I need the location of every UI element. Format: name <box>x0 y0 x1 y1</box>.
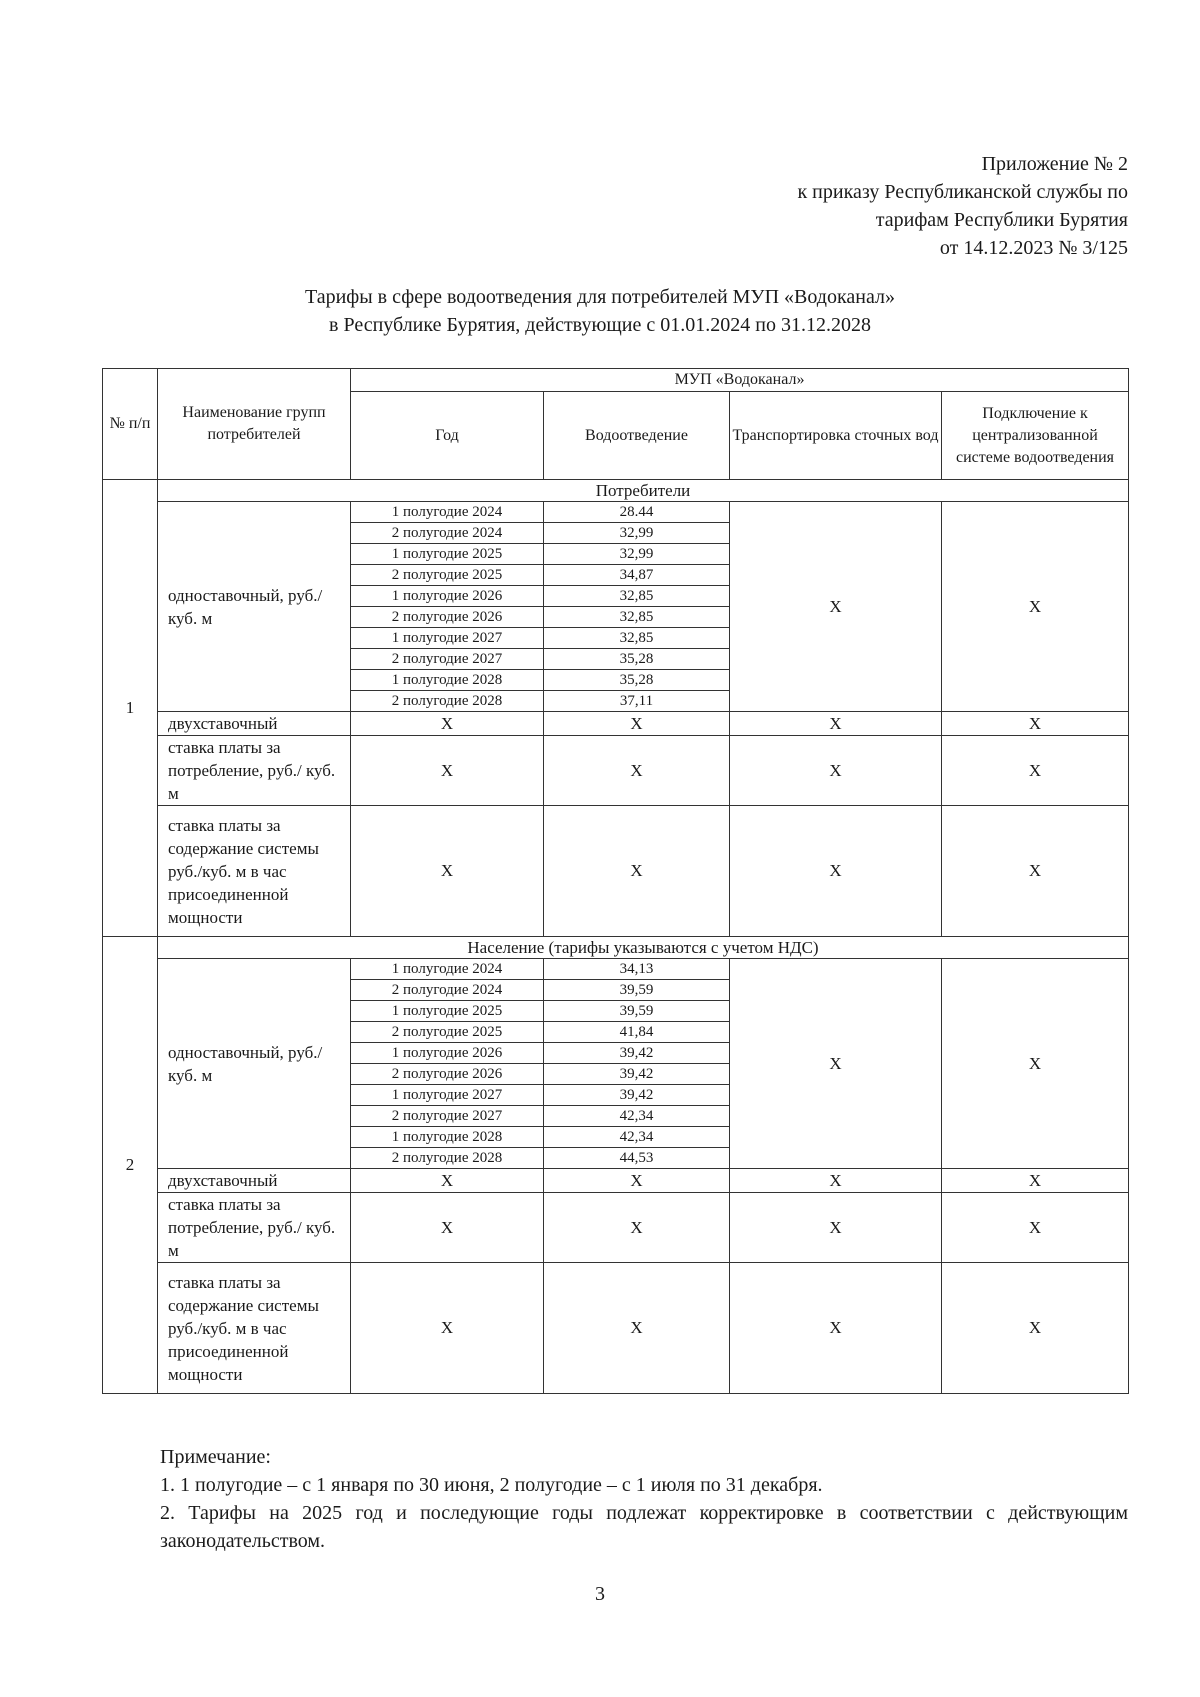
single-rate-label: одноставочный, руб./ куб. м <box>158 502 351 712</box>
drainage-value: 32,99 <box>544 523 730 544</box>
period-cell: 1 полугодие 2028 <box>351 1127 544 1148</box>
connection-mark: X <box>942 1263 1129 1394</box>
period-cell: 2 полугодие 2027 <box>351 1106 544 1127</box>
year-mark: X <box>351 806 544 937</box>
single-rate-label: одноставочный, руб./ куб. м <box>158 959 351 1169</box>
header-transport: Транспортировка сточных вод <box>730 392 942 480</box>
drainage-value: 39,42 <box>544 1043 730 1064</box>
period-cell: 1 полугодие 2025 <box>351 1001 544 1022</box>
transport-mark: X <box>730 1169 942 1193</box>
drainage-value: 42,34 <box>544 1106 730 1127</box>
document-title <box>0 283 1200 339</box>
drainage-mark: X <box>544 1263 730 1394</box>
period-cell: 1 полугодие 2027 <box>351 1085 544 1106</box>
period-cell: 2 полугодие 2025 <box>351 565 544 586</box>
period-cell: 1 полугодие 2024 <box>351 502 544 523</box>
transport-mark: X <box>730 1193 942 1263</box>
connection-mark: X <box>942 959 1129 1169</box>
period-cell: 2 полугодие 2026 <box>351 607 544 628</box>
drainage-value: 44,53 <box>544 1148 730 1169</box>
drainage-value: 34,87 <box>544 565 730 586</box>
period-cell: 2 полугодие 2026 <box>351 1064 544 1085</box>
two-rate-label: двухставочный <box>158 712 351 736</box>
connection-mark: X <box>942 502 1129 712</box>
period-cell: 1 полугодие 2027 <box>351 628 544 649</box>
page-number: 3 <box>595 1583 605 1605</box>
header-group: Наименование групп потребителей <box>158 369 351 480</box>
year-mark: X <box>351 736 544 806</box>
drainage-value: 39,42 <box>544 1064 730 1085</box>
header-connection: Подключение к централизованной системе водоотведения <box>942 392 1129 480</box>
period-cell: 2 полугодие 2025 <box>351 1022 544 1043</box>
drainage-value: 28.44 <box>544 502 730 523</box>
header-num: № п/п <box>103 369 158 480</box>
transport-mark: X <box>730 959 942 1169</box>
notes-heading: Примечание: <box>160 1446 271 1468</box>
connection-mark: X <box>942 736 1129 806</box>
period-cell: 1 полугодие 2025 <box>351 544 544 565</box>
annex-block <box>797 150 1128 262</box>
drainage-value: 42,34 <box>544 1127 730 1148</box>
drainage-value: 41,84 <box>544 1022 730 1043</box>
annex-line-1: Приложение № 2 <box>981 153 1128 175</box>
drainage-value: 32,85 <box>544 628 730 649</box>
transport-mark: X <box>730 736 942 806</box>
period-cell: 1 полугодие 2026 <box>351 1043 544 1064</box>
period-cell: 2 полугодие 2024 <box>351 523 544 544</box>
period-cell: 1 полугодие 2024 <box>351 959 544 980</box>
consumption-rate-label: ставка платы за потребление, руб./ куб. м <box>158 736 351 806</box>
period-cell: 2 полугодие 2028 <box>351 691 544 712</box>
drainage-mark: X <box>544 712 730 736</box>
year-mark: X <box>351 1193 544 1263</box>
drainage-value: 32,99 <box>544 544 730 565</box>
transport-mark: X <box>730 712 942 736</box>
drainage-value: 35,28 <box>544 670 730 691</box>
note-1: 1. 1 полугодие – с 1 января по 30 июня, 2 полугодие – с 1 июля по 31 декабря. <box>160 1474 823 1496</box>
period-cell: 2 полугодие 2028 <box>351 1148 544 1169</box>
drainage-mark: X <box>544 1193 730 1263</box>
period-cell: 1 полугодие 2028 <box>351 670 544 691</box>
header-drainage: Водоотведение <box>544 392 730 480</box>
header-org: МУП «Водоканал» <box>351 369 1129 392</box>
drainage-value: 35,28 <box>544 649 730 670</box>
section-title: Потребители <box>158 480 1129 502</box>
connection-mark: X <box>942 1193 1129 1263</box>
connection-mark: X <box>942 712 1129 736</box>
title-line-1: Тарифы в сфере водоотведения для потребителей МУП «Водоканал» <box>304 286 896 308</box>
consumption-rate-label: ставка платы за потребление, руб./ куб. м <box>158 1193 351 1263</box>
connection-mark: X <box>942 1169 1129 1193</box>
drainage-value: 34,13 <box>544 959 730 980</box>
drainage-mark: X <box>544 1169 730 1193</box>
year-mark: X <box>351 1263 544 1394</box>
section-title: Население (тарифы указываются с учетом НДС) <box>158 937 1129 959</box>
drainage-value: 37,11 <box>544 691 730 712</box>
connection-mark: X <box>942 806 1129 937</box>
transport-mark: X <box>730 806 942 937</box>
drainage-value: 32,85 <box>544 607 730 628</box>
year-mark: X <box>351 712 544 736</box>
notes-block <box>160 1443 1128 1555</box>
header-year: Год <box>351 392 544 480</box>
drainage-value: 39,59 <box>544 1001 730 1022</box>
transport-mark: X <box>730 502 942 712</box>
maintenance-rate-label: ставка платы за содержание системы руб./куб. м в час присоединенной мощности <box>158 1263 351 1394</box>
annex-line-4: от 14.12.2023 № 3/125 <box>939 237 1128 259</box>
period-cell: 2 полугодие 2024 <box>351 980 544 1001</box>
drainage-value: 39,59 <box>544 980 730 1001</box>
transport-mark: X <box>730 1263 942 1394</box>
annex-line-3: тарифам Республики Бурятия <box>875 209 1128 231</box>
drainage-value: 32,85 <box>544 586 730 607</box>
two-rate-label: двухставочный <box>158 1169 351 1193</box>
title-line-2: в Республике Бурятия, действующие с 01.01.2024 по 31.12.2028 <box>329 314 871 336</box>
section-number: 1 <box>103 480 158 937</box>
drainage-value: 39,42 <box>544 1085 730 1106</box>
maintenance-rate-label: ставка платы за содержание системы руб./куб. м в час присоединенной мощности <box>158 806 351 937</box>
annex-line-2: к приказу Республиканской службы по <box>797 181 1128 203</box>
section-number: 2 <box>103 937 158 1394</box>
tariff-table <box>102 368 1129 1394</box>
period-cell: 1 полугодие 2026 <box>351 586 544 607</box>
year-mark: X <box>351 1169 544 1193</box>
drainage-mark: X <box>544 806 730 937</box>
note-2: 2. Тарифы на 2025 год и последующие годы подлежат корректировке в соответствии с действующим законодательством. <box>160 1502 1128 1552</box>
drainage-mark: X <box>544 736 730 806</box>
period-cell: 2 полугодие 2027 <box>351 649 544 670</box>
